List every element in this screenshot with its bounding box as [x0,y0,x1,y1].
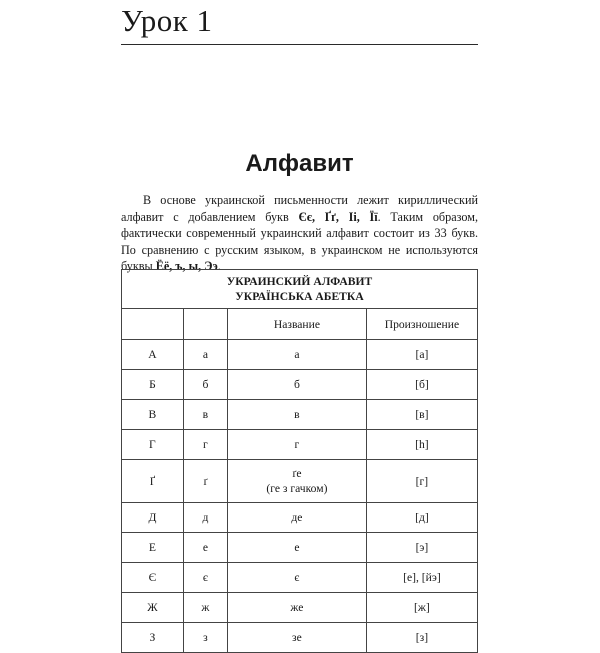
letter-name [227,430,366,460]
title-divider [121,44,478,45]
letter-name [227,503,366,533]
letter-name-main: де [291,511,303,524]
letter-lowercase: а [183,340,227,370]
letter-pronunciation: [э] [366,533,477,563]
letter-uppercase: Ґ [122,460,184,503]
letter-name [227,370,366,400]
letter-name-main: ґе [292,467,302,480]
letter-uppercase: В [122,400,184,430]
letter-pronunciation: [д] [366,503,477,533]
letter-pronunciation: [б] [366,370,477,400]
intro-text-1: В основе украинской письменности лежит кириллический алфавит с добавлением букв [121,193,478,224]
table-row [122,623,478,653]
table-header-row [122,309,478,340]
table-row [122,593,478,623]
header-lowercase [183,309,227,340]
letter-lowercase: є [183,563,227,593]
letter-name-note: (ге з гачком) [266,482,328,495]
letter-name [227,340,366,370]
letter-lowercase: д [183,503,227,533]
table-caption-ru: УКРАИНСКИЙ АЛФАВИТ [226,275,373,288]
letter-name [227,460,366,503]
letter-pronunciation: [е], [йэ] [366,563,477,593]
letter-name [227,593,366,623]
letter-name-main: же [290,601,304,614]
letter-name-main: а [294,348,300,361]
letter-lowercase: г [183,430,227,460]
letter-pronunciation: [а] [366,340,477,370]
intro-text-2: . Таким образом, фактически современный украинский алфавит состоит из 33 букв. По сравнению с русским языком, в украинском не используются буквы [121,209,478,273]
letter-name [227,563,366,593]
letter-lowercase: в [183,400,227,430]
letter-uppercase: Є [122,563,184,593]
lesson-title: Урок 1 [121,3,213,38]
header-pronunciation: Произношение [366,309,477,340]
letter-name-main: є [294,571,300,584]
intro-paragraph [121,192,478,275]
header-name: Название [227,309,366,340]
letter-pronunciation: [в] [366,400,477,430]
letter-name-main: б [293,378,300,391]
letter-uppercase: З [122,623,184,653]
table-row [122,400,478,430]
table-row [122,563,478,593]
letter-pronunciation: [з] [366,623,477,653]
letter-pronunciation: [h] [366,430,477,460]
letter-name [227,623,366,653]
letter-uppercase: А [122,340,184,370]
letter-pronunciation: [ж] [366,593,477,623]
table-row [122,503,478,533]
letter-name-main: в [294,408,300,421]
intro-unused-letters: Ёё, ъ, ы, Ээ [155,259,218,273]
table-row [122,430,478,460]
table-caption [122,270,478,309]
letter-name [227,400,366,430]
letter-lowercase: з [183,623,227,653]
letter-lowercase: ж [183,593,227,623]
table-row [122,340,478,370]
table-caption-ua: УКРАЇНСЬКА АБЕТКА [235,290,364,303]
letter-uppercase: Е [122,533,184,563]
letter-lowercase: е [183,533,227,563]
letter-name-main: зе [292,631,302,644]
letter-name-main: г [294,438,300,451]
table-row [122,460,478,503]
section-title: Алфавит [245,150,354,177]
letter-uppercase: Ж [122,593,184,623]
table-row [122,533,478,563]
letter-uppercase: Д [122,503,184,533]
letter-uppercase: Б [122,370,184,400]
table-row [122,370,478,400]
letter-name [227,533,366,563]
letter-uppercase: Г [122,430,184,460]
intro-text-3: . [217,259,221,273]
intro-added-letters: Єє, Ґґ, Іі, Її [298,209,378,224]
header-uppercase [122,309,184,340]
letter-lowercase: ґ [183,460,227,503]
letter-name-main: е [294,541,300,554]
letter-lowercase: б [183,370,227,400]
alphabet-table [121,269,478,653]
letter-pronunciation: [г] [366,460,477,503]
